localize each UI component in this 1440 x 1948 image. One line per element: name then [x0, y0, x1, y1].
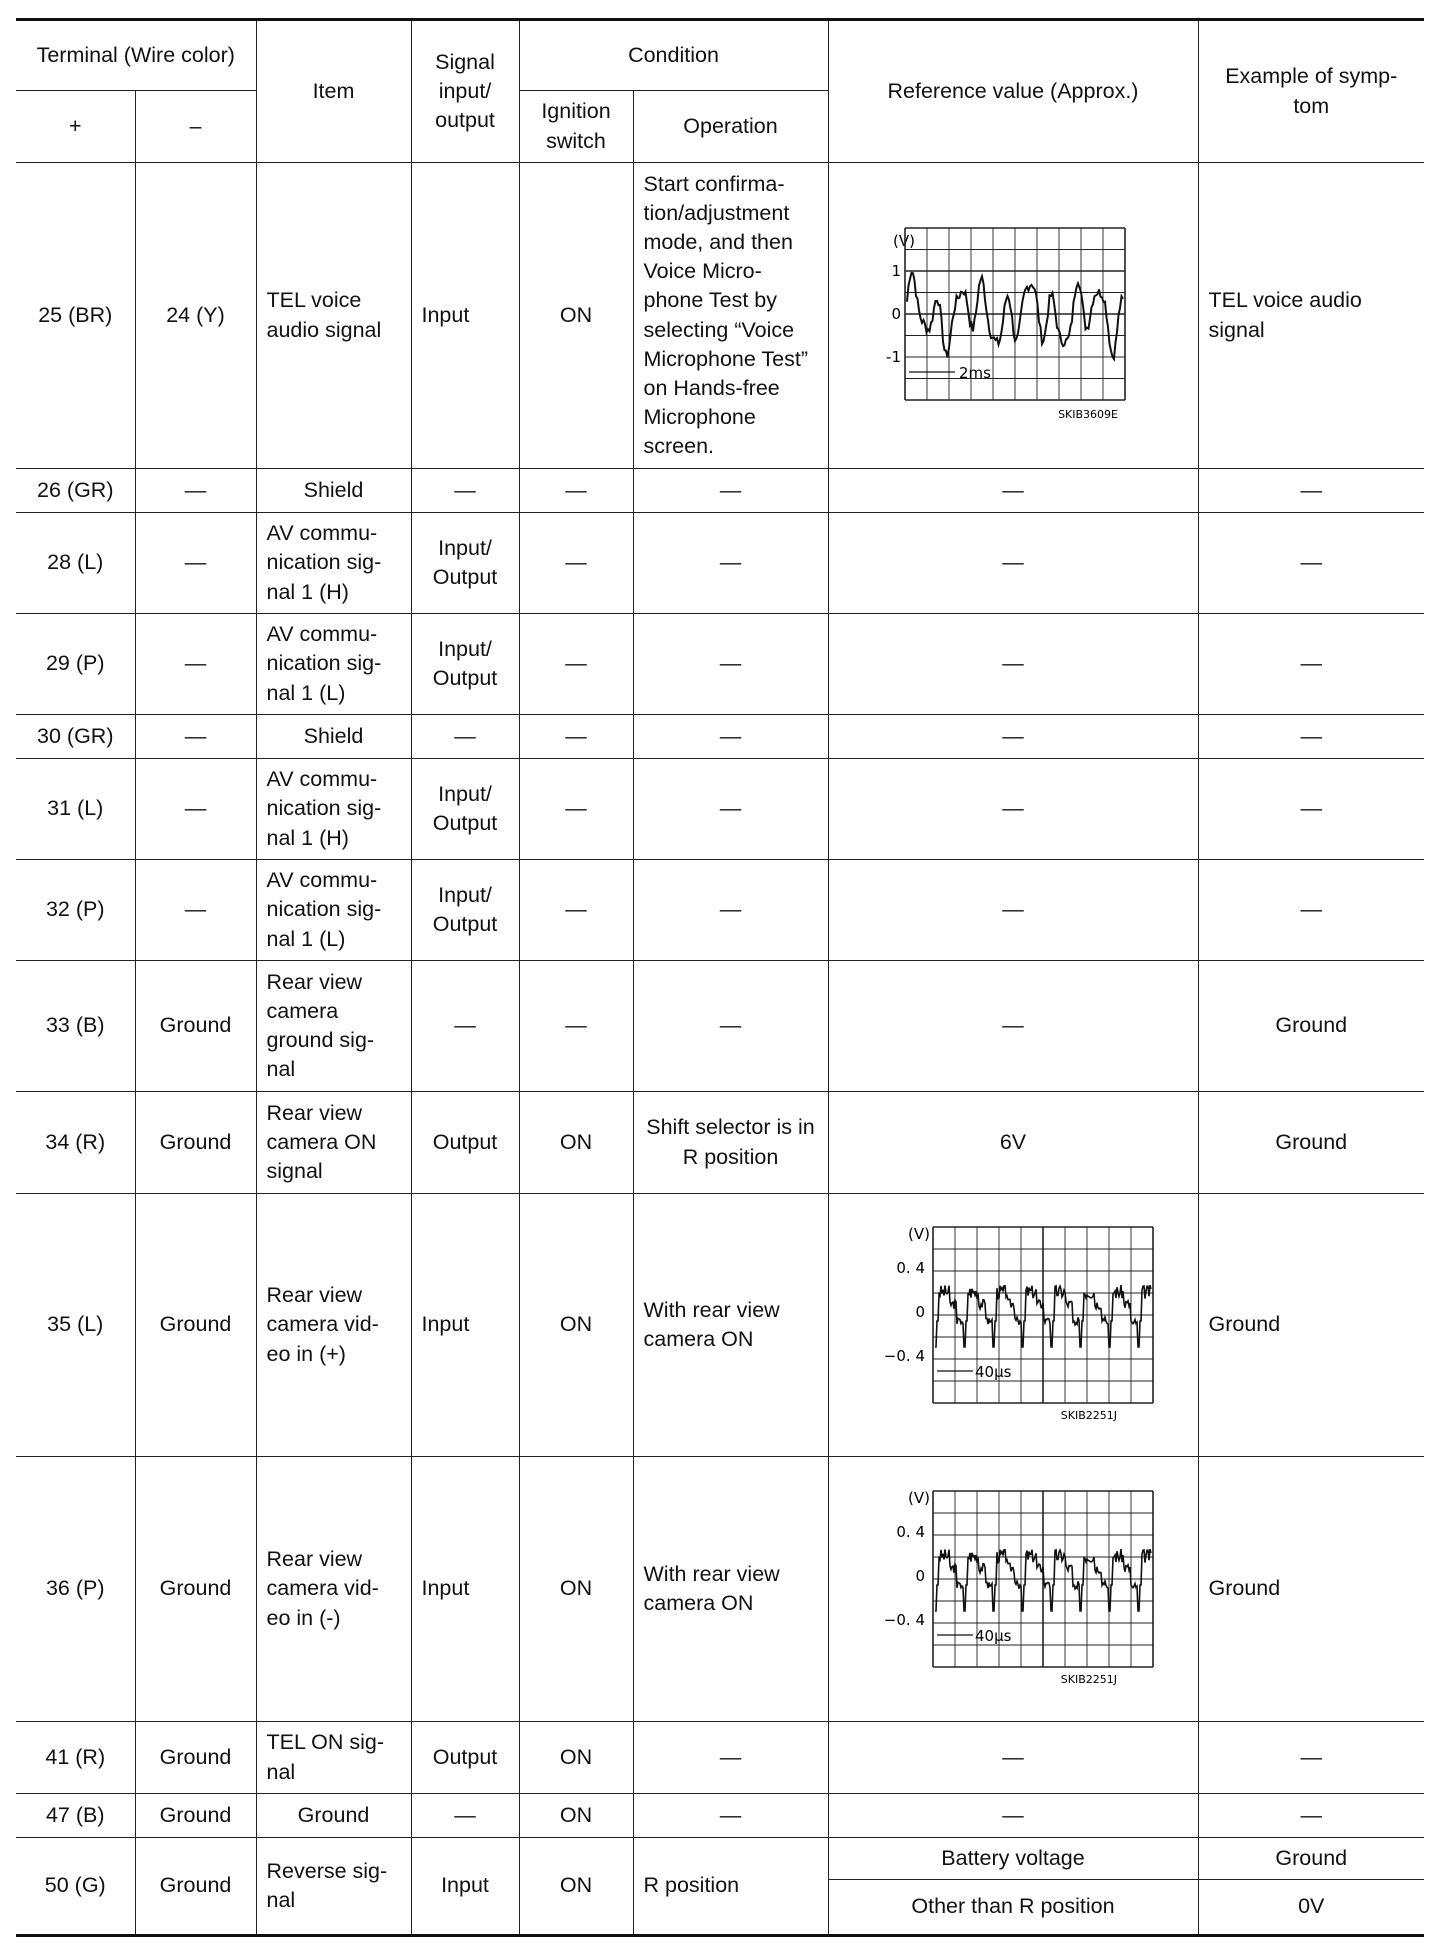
reference-waveform-cell [828, 163, 1198, 469]
terminal-plus: 36 (P) [16, 1457, 135, 1722]
item-cell: AV commu-nication sig-nal 1 (L) [256, 614, 411, 715]
terminal-plus: 32 (P) [16, 860, 135, 961]
item-cell: AV commu-nication sig-nal 1 (L) [256, 860, 411, 961]
table-row [16, 163, 1424, 469]
scope-unit: (V) [908, 1225, 930, 1243]
table-row [16, 1194, 1424, 1457]
reference-cell: — [828, 614, 1198, 715]
ignition-cell: ON [519, 1092, 633, 1194]
symptom-cell: — [1198, 614, 1424, 715]
table-row [16, 961, 1424, 1092]
io-cell: Output [411, 1722, 519, 1794]
terminal-minus: Ground [135, 1194, 256, 1457]
waveform-video-plus [863, 1215, 1163, 1435]
terminal-plus: 47 (B) [16, 1794, 135, 1838]
figure-code: SKIB3609E [1058, 407, 1118, 421]
io-cell: Input [411, 163, 519, 469]
header-minus: – [135, 91, 256, 163]
waveform-tel-voice [863, 206, 1163, 426]
item-cell: TEL voice audio signal [256, 163, 411, 469]
operation-cell: — [633, 469, 828, 513]
symptom-cell: — [1198, 1794, 1424, 1838]
terminal-plus: 28 (L) [16, 513, 135, 614]
ignition-cell: ON [519, 1457, 633, 1722]
table-row [16, 469, 1424, 513]
header-operation: Operation [633, 91, 828, 163]
terminal-minus: — [135, 469, 256, 513]
symptom-cell: — [1198, 1722, 1424, 1794]
io-cell: — [411, 469, 519, 513]
scope-unit: (V) [908, 1489, 930, 1507]
operation-cell: — [633, 1794, 828, 1838]
terminal-minus: Ground [135, 1457, 256, 1722]
item-cell: Shield [256, 469, 411, 513]
operation-cell: Shift selector is in R position [633, 1092, 828, 1194]
header-symptom: Example of symp-tom [1198, 20, 1424, 163]
scope-y-label: 0 [915, 1303, 925, 1321]
symptom-cell: — [1198, 469, 1424, 513]
item-cell: AV commu-nication sig-nal 1 (H) [256, 513, 411, 614]
operation-cell: With rear view camera ON [633, 1194, 828, 1457]
terminal-plus: 33 (B) [16, 961, 135, 1092]
terminal-minus: — [135, 759, 256, 860]
header-ignition: Ignition switch [519, 91, 633, 163]
terminal-plus: 30 (GR) [16, 715, 135, 759]
reference-cell: — [828, 715, 1198, 759]
terminal-plus: 31 (L) [16, 759, 135, 860]
io-cell: Input/ Output [411, 860, 519, 961]
symptom-cell: — [1198, 715, 1424, 759]
ignition-cell: ON [519, 163, 633, 469]
scope-y-label: −0. 4 [883, 1347, 925, 1365]
terminal-plus: 34 (R) [16, 1092, 135, 1194]
header-signal-io: Signal input/ output [411, 20, 519, 163]
terminal-plus: 41 (R) [16, 1722, 135, 1794]
io-cell: Input [411, 1457, 519, 1722]
symptom-cell: Ground [1198, 1457, 1424, 1722]
item-cell: Rear view camera ON signal [256, 1092, 411, 1194]
terminal-plus: 25 (BR) [16, 163, 135, 469]
terminal-plus: 35 (L) [16, 1194, 135, 1457]
terminal-minus: — [135, 513, 256, 614]
ignition-cell: ON [519, 1722, 633, 1794]
symptom-cell: TEL voice audio signal [1198, 163, 1424, 469]
reference-cell: — [828, 759, 1198, 860]
symptom-cell: Ground [1198, 1194, 1424, 1457]
ignition-cell: — [519, 513, 633, 614]
scope-time-label: 40μs [975, 1363, 1012, 1381]
table-row [16, 1092, 1424, 1194]
table-row [16, 860, 1424, 961]
ignition-cell: — [519, 860, 633, 961]
header-item: Item [256, 20, 411, 163]
terminal-minus: — [135, 715, 256, 759]
io-cell: Input [411, 1838, 519, 1936]
operation-cell: — [633, 860, 828, 961]
header-reference: Reference value (Approx.) [828, 20, 1198, 163]
reference-waveform-cell [828, 1457, 1198, 1722]
ignition-cell: — [519, 759, 633, 860]
reference-cell: 6V [828, 1092, 1198, 1194]
symptom-cell: Ground [1198, 1092, 1424, 1194]
item-cell: Shield [256, 715, 411, 759]
symptom-cell: — [1198, 759, 1424, 860]
reference-cell: — [828, 860, 1198, 961]
terminal-minus: Ground [135, 1722, 256, 1794]
terminal-minus: — [135, 860, 256, 961]
io-cell: Input/ Output [411, 614, 519, 715]
reference-cell: — [828, 469, 1198, 513]
terminal-minus: Ground [135, 1838, 256, 1936]
item-cell: TEL ON sig-nal [256, 1722, 411, 1794]
scope-y-label: 0. 4 [896, 1259, 925, 1277]
ignition-cell: — [519, 715, 633, 759]
figure-code: SKIB2251J [1060, 1673, 1117, 1686]
item-cell: AV commu-nication sig-nal 1 (H) [256, 759, 411, 860]
reference-waveform-cell [828, 1194, 1198, 1457]
scope-y-label: 0. 4 [896, 1523, 925, 1541]
terminal-plus: 26 (GR) [16, 469, 135, 513]
symptom-cell: 0V [1198, 1880, 1424, 1936]
reference-cell: Other than R position [828, 1880, 1198, 1936]
ignition-cell: ON [519, 1838, 633, 1936]
symptom-cell: Ground [1198, 961, 1424, 1092]
io-cell: Output [411, 1092, 519, 1194]
scope-y-label: −0. 4 [883, 1611, 925, 1629]
scope-unit: (V) [893, 231, 915, 250]
item-cell: Ground [256, 1794, 411, 1838]
figure-code: SKIB2251J [1060, 1409, 1117, 1422]
operation-cell: — [633, 759, 828, 860]
item-cell: Rear view camera vid-eo in (+) [256, 1194, 411, 1457]
header-condition: Condition [519, 20, 828, 91]
table-row [16, 1457, 1424, 1722]
terminal-minus: Ground [135, 1794, 256, 1838]
operation-cell: R position [633, 1838, 828, 1936]
symptom-cell: — [1198, 513, 1424, 614]
scope-y-label: 0 [891, 304, 901, 323]
table-row [16, 715, 1424, 759]
operation-cell: — [633, 961, 828, 1092]
operation-cell: — [633, 614, 828, 715]
ignition-cell: ON [519, 1194, 633, 1457]
io-cell: Input/ Output [411, 759, 519, 860]
terminal-minus: 24 (Y) [135, 163, 256, 469]
reference-cell: — [828, 513, 1198, 614]
scope-y-label: 0 [915, 1567, 925, 1585]
terminal-minus: Ground [135, 1092, 256, 1194]
ignition-cell: ON [519, 1794, 633, 1838]
header-terminal: Terminal (Wire color) [16, 20, 256, 91]
table-row [16, 1794, 1424, 1838]
terminal-minus: Ground [135, 961, 256, 1092]
waveform-video-minus [863, 1479, 1163, 1699]
ignition-cell: — [519, 469, 633, 513]
io-cell: — [411, 715, 519, 759]
scope-time-label: 40μs [975, 1627, 1012, 1645]
reference-cell: Battery voltage [828, 1838, 1198, 1880]
item-cell: Reverse sig-nal [256, 1838, 411, 1936]
io-cell: Input/ Output [411, 513, 519, 614]
table-row [16, 513, 1424, 614]
scope-y-label: -1 [886, 347, 901, 366]
table-row [16, 1838, 1424, 1880]
item-cell: Rear view camera ground sig-nal [256, 961, 411, 1092]
operation-cell: — [633, 513, 828, 614]
operation-cell: — [633, 1722, 828, 1794]
operation-cell: Start confirma-tion/adjustment mode, and then Voice Micro-phone Test by selecting “Voice Microphone Test” on Hands-free Microphone screen. [633, 163, 828, 469]
reference-cell: — [828, 1794, 1198, 1838]
io-cell: — [411, 961, 519, 1092]
io-cell: — [411, 1794, 519, 1838]
reference-cell: — [828, 1722, 1198, 1794]
terminal-spec-table [16, 18, 1424, 1937]
scope-time-label: 2ms [959, 363, 991, 382]
operation-cell: With rear view camera ON [633, 1457, 828, 1722]
terminal-minus: — [135, 614, 256, 715]
scope-y-label: 1 [891, 261, 901, 280]
item-cell: Rear view camera vid-eo in (-) [256, 1457, 411, 1722]
terminal-plus: 50 (G) [16, 1838, 135, 1936]
scope-grid [905, 228, 1125, 400]
ignition-cell: — [519, 961, 633, 1092]
table-row [16, 759, 1424, 860]
table-row [16, 614, 1424, 715]
header-plus: + [16, 91, 135, 163]
terminal-plus: 29 (P) [16, 614, 135, 715]
io-cell: Input [411, 1194, 519, 1457]
ignition-cell: — [519, 614, 633, 715]
reference-cell: — [828, 961, 1198, 1092]
symptom-cell: Ground [1198, 1838, 1424, 1880]
symptom-cell: — [1198, 860, 1424, 961]
operation-cell: — [633, 715, 828, 759]
table-row [16, 1722, 1424, 1794]
